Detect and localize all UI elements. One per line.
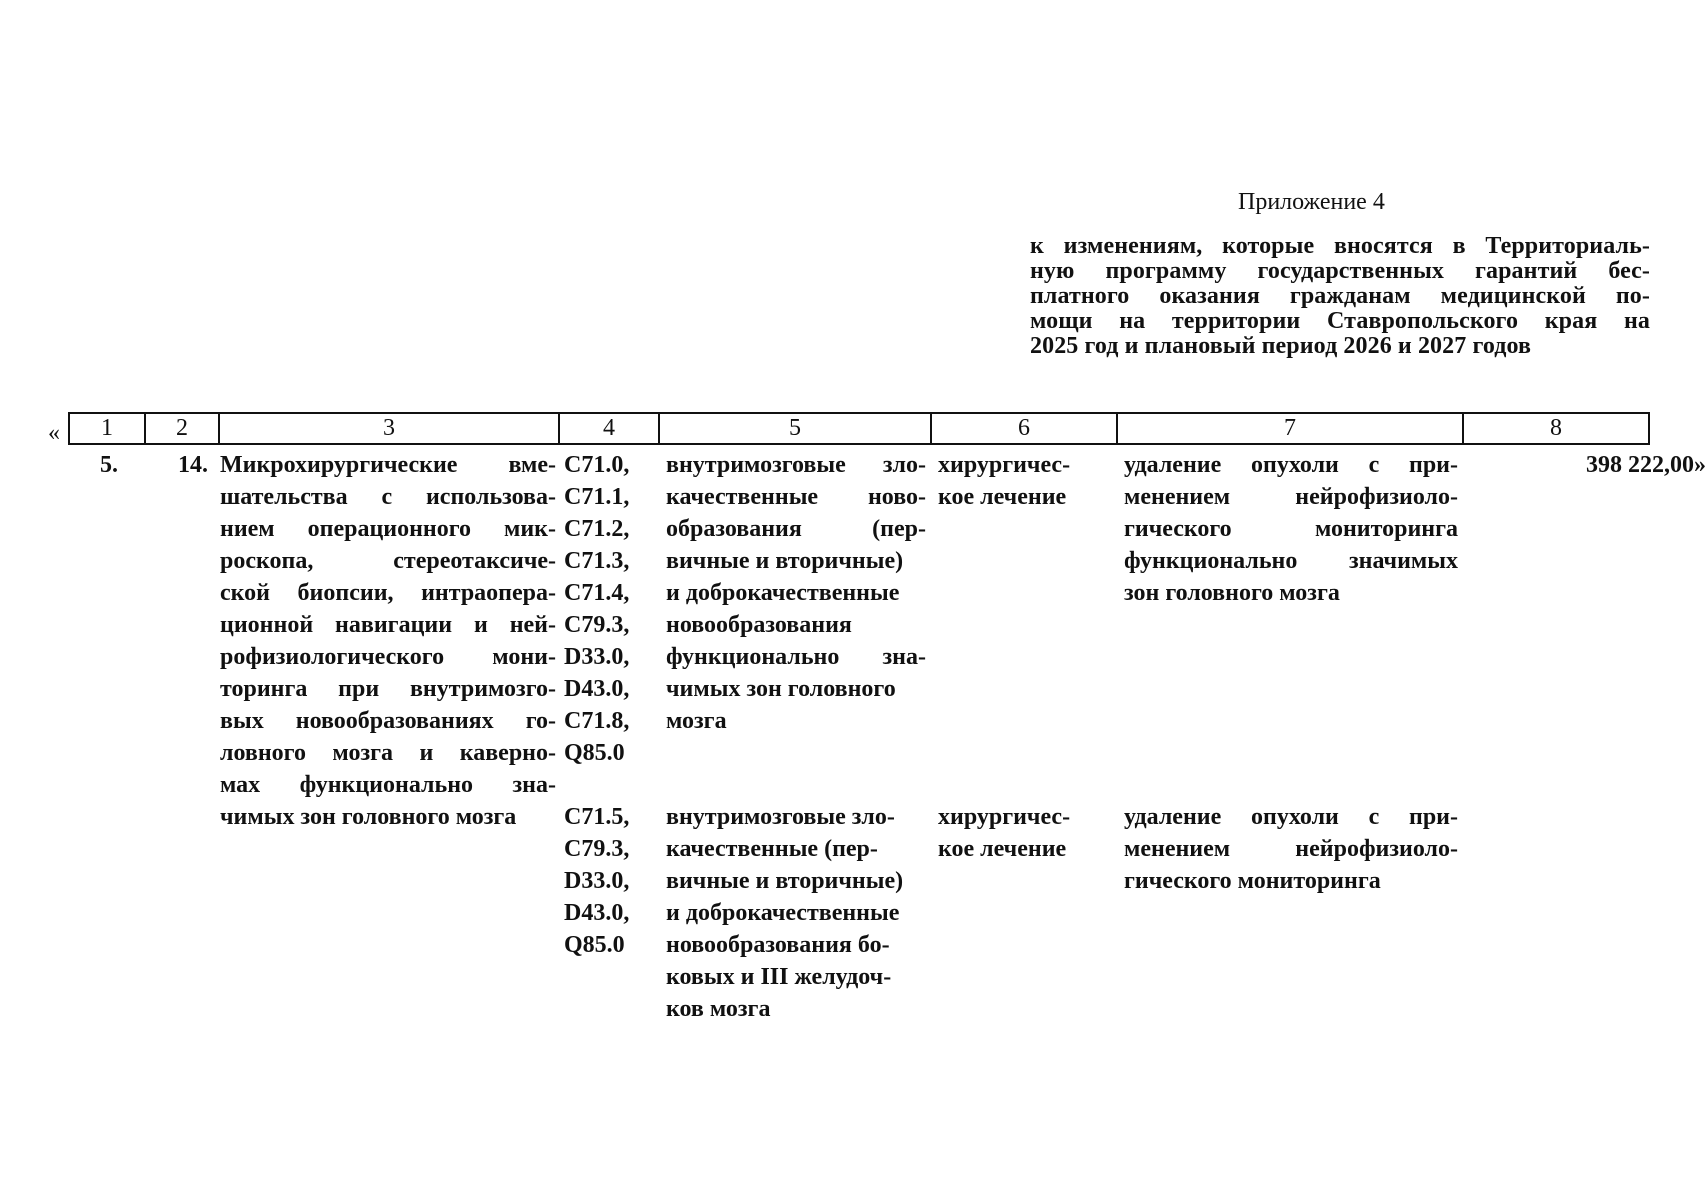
- text-line: Микрохирургические вме-: [220, 452, 556, 478]
- services-table: [68, 412, 1706, 1085]
- text-line: удаление опухоли с при-: [1124, 452, 1458, 478]
- text-line: мах функционально зна-: [220, 772, 556, 798]
- code-item: C71.1,: [564, 484, 630, 510]
- code-item: Q85.0: [564, 740, 625, 766]
- text-line: и доброкачественные: [666, 580, 900, 606]
- intervention-name: [220, 449, 556, 833]
- open-quote: «: [48, 420, 60, 446]
- text-line: шательства с использова-: [220, 484, 556, 510]
- appendix-header: [1030, 188, 1650, 359]
- code-item: Q85.0: [564, 932, 625, 958]
- column-header: 8: [1462, 414, 1648, 443]
- text-line: чимых зон головного мозга: [220, 804, 517, 830]
- text-line: внутримозговые зло-: [666, 452, 926, 478]
- code-item: C79.3,: [564, 836, 630, 862]
- text-line: чимых зон головного: [666, 676, 896, 702]
- column-header: 6: [930, 414, 1116, 443]
- column-header: 2: [144, 414, 218, 443]
- text-line: качественные (пер-: [666, 836, 878, 862]
- text-line: хирургичес-: [938, 452, 1071, 478]
- subtitle-line: к изменениям, которые вносятся в Территориаль-: [1030, 233, 1650, 259]
- condition-description: [666, 449, 926, 737]
- diagnosis-codes: [564, 801, 664, 961]
- text-line: функционально значимых: [1124, 548, 1458, 574]
- code-item: D33.0,: [564, 644, 630, 670]
- text-line: зон головного мозга: [1124, 580, 1340, 606]
- column-header: 7: [1116, 414, 1462, 443]
- text-line: удаление опухоли с при-: [1124, 804, 1458, 830]
- subtitle-line: 2025 год и плановый период 2026 и 2027 годов: [1030, 333, 1532, 359]
- code-item: C71.8,: [564, 708, 630, 734]
- table-header-row: [68, 412, 1650, 445]
- subtitle-line: платного оказания гражданам медицинской по-: [1030, 283, 1650, 309]
- text-line: ловного мозга и каверно-: [220, 740, 556, 766]
- treatment-method: [1124, 449, 1458, 609]
- text-line: хирургичес-: [938, 804, 1071, 830]
- text-line: ской биопсии, интраопера-: [220, 580, 556, 606]
- row-number: 5.: [100, 452, 118, 478]
- text-line: новообразования бо-: [666, 932, 890, 958]
- text-line: образования (пер-: [666, 516, 926, 542]
- text-line: ков мозга: [666, 996, 771, 1022]
- text-line: функционально зна-: [666, 644, 926, 670]
- code-item: C79.3,: [564, 612, 630, 638]
- column-header: 5: [658, 414, 930, 443]
- treatment-method: [1124, 801, 1458, 897]
- subtitle-line: мощи на территории Ставропольского края на: [1030, 308, 1650, 334]
- text-line: ковых и III желудоч-: [666, 964, 892, 990]
- appendix-title: Приложение 4: [1238, 189, 1385, 215]
- table-row: [68, 445, 1706, 1085]
- text-line: и доброкачественные: [666, 900, 900, 926]
- code-item: D43.0,: [564, 676, 630, 702]
- code-item: C71.5,: [564, 804, 630, 830]
- treatment-type: [938, 801, 1118, 865]
- column-header: 3: [218, 414, 558, 443]
- text-line: вых новообразованиях го-: [220, 708, 556, 734]
- text-line: вичные и вторичные): [666, 548, 904, 574]
- diagnosis-codes: [564, 449, 664, 769]
- text-line: менением нейрофизиоло-: [1124, 484, 1458, 510]
- code-item: C71.2,: [564, 516, 630, 542]
- treatment-type: [938, 449, 1118, 513]
- text-line: рофизиологического мони-: [220, 644, 556, 670]
- code-item: D33.0,: [564, 868, 630, 894]
- text-line: менением нейрофизиоло-: [1124, 836, 1458, 862]
- text-line: качественные ново-: [666, 484, 926, 510]
- text-line: нием операционного мик-: [220, 516, 556, 542]
- text-line: мозга: [666, 708, 727, 734]
- code-item: C71.0,: [564, 452, 630, 478]
- row-subnumber: 14.: [178, 452, 208, 478]
- subtitle-line: ную программу государственных гарантий бес-: [1030, 258, 1650, 284]
- text-line: гического мониторинга: [1124, 516, 1458, 542]
- text-line: гического мониторинга: [1124, 868, 1381, 894]
- text-line: роскопа, стереотаксиче-: [220, 548, 556, 574]
- column-header: 1: [101, 415, 113, 441]
- text-line: торинга при внутримозго-: [220, 676, 556, 702]
- code-item: D43.0,: [564, 900, 630, 926]
- code-item: C71.3,: [564, 548, 630, 574]
- text-line: внутримозговые зло-: [666, 804, 895, 830]
- text-line: кое лечение: [938, 836, 1067, 862]
- text-line: ционной навигации и ней-: [220, 612, 556, 638]
- condition-description: [666, 801, 926, 1025]
- appendix-subtitle: [1030, 234, 1650, 359]
- text-line: кое лечение: [938, 484, 1067, 510]
- code-item: C71.4,: [564, 580, 630, 606]
- price-value: 398 222,00»: [1586, 452, 1706, 478]
- text-line: новообразования: [666, 612, 852, 638]
- column-header: 4: [558, 414, 658, 443]
- text-line: вичные и вторичные): [666, 868, 904, 894]
